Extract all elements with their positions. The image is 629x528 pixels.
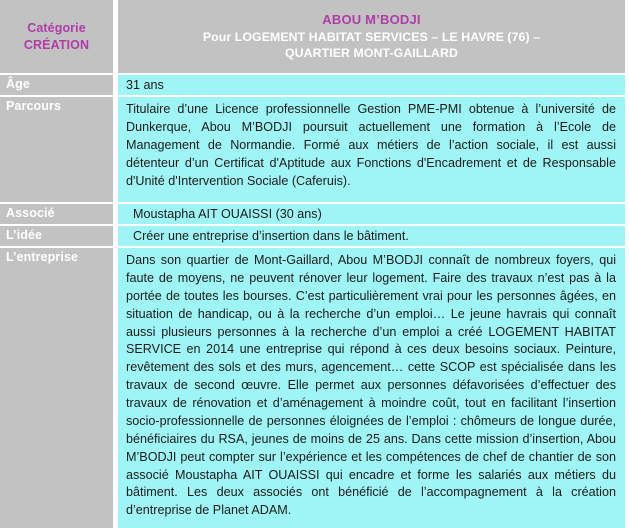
table-row-idee xyxy=(0,226,625,246)
table-row-associe xyxy=(0,204,625,224)
row-label-associe: Associé xyxy=(0,204,113,224)
row-label-idee: L’idée xyxy=(0,226,113,246)
category-label-line1: Catégorie xyxy=(27,21,86,36)
row-value-idee: Créer une entreprise d’insertion dans le bâtiment. xyxy=(118,226,625,246)
row-value-parcours: Titulaire d’une Licence professionnelle Gestion PME-PMI obtenue à l’université de Dunkerque, Abou M’BODJI poursuit actuellement une formation à l’Ecole de Management de Normandie. Formé aux métiers de l’action sociale, il est aussi détenteur d’un Certificat d'Aptitude aux Fonctions d'Encadrement et de Responsable d'Unité d'Intervention Sociale (Caferuis). xyxy=(118,97,625,202)
entrepreneur-name: ABOU M’BODJI xyxy=(322,12,421,28)
row-value-age: 31 ans xyxy=(118,75,625,95)
category-cell xyxy=(0,0,113,73)
row-value-entreprise: Dans son quartier de Mont-Gaillard, Abou M’BODJI connaît de nombreux foyers, qui faute de moyens, ne peuvent rénover leur logement. Faire des travaux n’est pas à la portée de toutes les bourses. C’est particulièrement vrai pour les personnes âgées, en situation de handicap, ou à la recherche d’un emploi… Le jeune havrais qui connaît aussi plusieurs personnes à la recherche d’un emploi a créé LOGEMENT HABITAT SERVICE en 2014 une entreprise qui répond à ces deux besoins sociaux. Peinture, revêtement des sols et des murs, agencement… cette SCOP est spécialisée dans les travaux de second œuvre. Elle permet aux personnes défavorisées d’effectuer des travaux de rénovation et d’aménagement à moindre coût, tout en facilitant l’insertion socio-professionnelle de personnes éloignées de l’emploi : chômeurs de longue durée, bénéficiaires du RSA, jeunes de moins de 25 ans. Dans cette mission d’insertion, Abou M’BODJI peut compter sur l’expérience et les compétences de chef de chantier de son associé Moustapha AIT OUAISSI qui encadre et forme les salariés aux métiers du bâtiment. Les deux associés ont bénéficié de l’accompagnement à la création d’entreprise de Planet ADAM. xyxy=(118,248,625,528)
row-value-associe: Moustapha AIT OUAISSI (30 ans) xyxy=(118,204,625,224)
fiche-header-row xyxy=(0,0,625,73)
quartier-line: QUARTIER MONT-GAILLARD xyxy=(285,46,458,61)
category-label-line2: CRÉATION xyxy=(23,37,90,52)
company-location-line: Pour LOGEMENT HABITAT SERVICES – LE HAVRE (76) – xyxy=(202,29,541,44)
table-row-age xyxy=(0,75,625,95)
table-row-parcours xyxy=(0,97,625,202)
table-row-entreprise xyxy=(0,248,625,528)
row-label-parcours: Parcours xyxy=(0,97,113,202)
row-label-age: Âge xyxy=(0,75,113,95)
row-label-entreprise: L’entreprise xyxy=(0,248,113,528)
header-title-cell xyxy=(118,0,625,73)
